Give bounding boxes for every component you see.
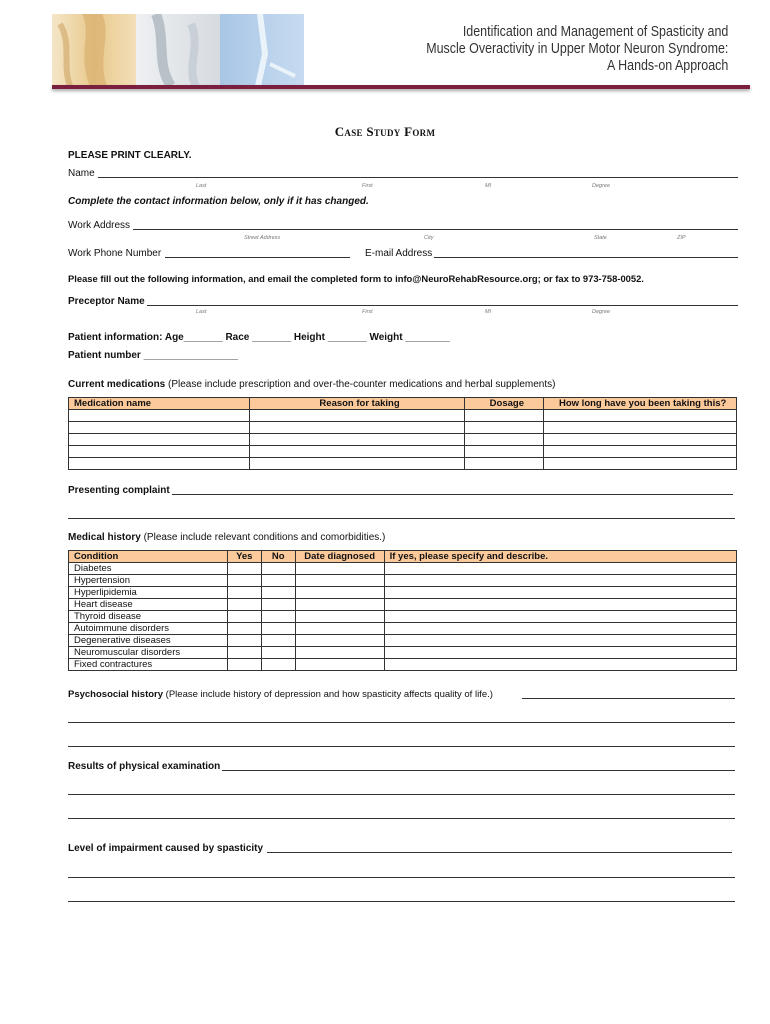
anatomy-strip-2 <box>136 14 220 86</box>
history-header-date: Date diagnosed <box>295 551 384 563</box>
condition-degenerative: Degenerative diseases <box>69 635 228 647</box>
anatomy-strip-1 <box>52 14 136 86</box>
name-sub-mi: MI <box>485 183 492 189</box>
medical-history-label: Medical history <box>68 532 141 543</box>
describe-cell[interactable] <box>384 587 736 599</box>
form-title: Case Study Form <box>334 124 436 139</box>
condition-hyperlipidemia: Hyperlipidemia <box>69 587 228 599</box>
medical-history-heading <box>68 532 385 543</box>
table-row <box>69 446 737 458</box>
table-row <box>69 647 737 659</box>
date-diagnosed-cell[interactable] <box>295 611 384 623</box>
psychosocial-label: Psychosocial history <box>68 689 164 700</box>
table-cell[interactable] <box>465 410 544 422</box>
date-diagnosed-cell[interactable] <box>295 575 384 587</box>
no-checkbox[interactable] <box>261 575 295 587</box>
physical-exam-field-3[interactable] <box>68 818 735 819</box>
date-diagnosed-cell[interactable] <box>295 647 384 659</box>
table-row <box>69 599 737 611</box>
name-field[interactable] <box>98 177 738 178</box>
physical-exam-field[interactable] <box>222 770 735 771</box>
condition-neuromuscular: Neuromuscular disorders <box>69 647 228 659</box>
table-cell[interactable] <box>544 422 737 434</box>
table-cell[interactable] <box>465 422 544 434</box>
work-address-label: Work Address <box>68 220 131 231</box>
current-meds-label: Current medications <box>68 379 166 390</box>
impairment-field-3[interactable] <box>68 901 735 902</box>
header-rule <box>52 85 750 89</box>
describe-cell[interactable] <box>384 611 736 623</box>
yes-checkbox[interactable] <box>227 599 261 611</box>
instructions: Please fill out the following information, and email the completed form to info@NeuroRehabResource.org; or fax to 973-758-0052. <box>68 273 644 284</box>
psychosocial-heading <box>68 689 493 700</box>
name-sub-degree: Degree <box>592 183 611 189</box>
condition-heart-disease: Heart disease <box>69 599 228 611</box>
name-sub-last: Last <box>196 183 207 189</box>
current-meds-heading <box>68 379 555 390</box>
name-label: Name <box>68 168 95 179</box>
presenting-complaint-label: Presenting complaint <box>68 485 170 496</box>
table-row <box>69 611 737 623</box>
condition-fixed-contractures: Fixed contractures <box>69 659 228 671</box>
presenting-complaint-field-2[interactable] <box>68 518 735 519</box>
email-label: E-mail Address <box>365 248 433 259</box>
address-sub-street: Street Address <box>244 235 281 241</box>
psychosocial-field-3[interactable] <box>68 746 735 747</box>
history-header-yes: Yes <box>227 551 261 563</box>
history-header-row <box>69 551 737 563</box>
table-cell[interactable] <box>249 422 465 434</box>
no-checkbox[interactable] <box>261 659 295 671</box>
psychosocial-note: (Please include history of depression and how spasticity affects quality of life.) <box>163 689 493 700</box>
table-cell[interactable] <box>544 446 737 458</box>
med-header-dosage: Dosage <box>465 398 544 410</box>
header-title-line-3: A Hands-on Approach <box>606 58 728 74</box>
name-sub-first: First <box>362 183 373 189</box>
table-cell[interactable] <box>69 434 250 446</box>
date-diagnosed-cell[interactable] <box>295 659 384 671</box>
address-sub-zip: ZIP <box>677 235 686 241</box>
med-header-duration: How long have you been taking this? <box>544 398 737 410</box>
arm-anatomy-icon <box>136 14 220 86</box>
table-row <box>69 434 737 446</box>
table-cell[interactable] <box>544 458 737 470</box>
yes-checkbox[interactable] <box>227 575 261 587</box>
yes-checkbox[interactable] <box>227 635 261 647</box>
describe-cell[interactable] <box>384 563 736 575</box>
header-title-line-2: Muscle Overactivity in Upper Motor Neuron Syndrome: <box>425 41 728 57</box>
current-meds-note: (Please include prescription and over-the-counter medications and herbal supplements) <box>165 379 556 390</box>
work-address-field[interactable] <box>133 229 738 230</box>
table-row <box>69 575 737 587</box>
no-checkbox[interactable] <box>261 623 295 635</box>
describe-cell[interactable] <box>384 623 736 635</box>
header-title <box>426 24 728 75</box>
work-phone-field[interactable] <box>165 257 350 258</box>
table-cell[interactable] <box>465 434 544 446</box>
yes-checkbox[interactable] <box>227 623 261 635</box>
table-cell[interactable] <box>249 446 465 458</box>
psychosocial-field[interactable] <box>522 698 735 699</box>
table-cell[interactable] <box>249 458 465 470</box>
patient-number-line[interactable]: Patient number _________________ <box>68 350 239 361</box>
describe-cell[interactable] <box>384 635 736 647</box>
patient-info-line[interactable]: Patient information: Age_______ Race _______ Height _______ Weight ________ <box>68 332 450 343</box>
yes-checkbox[interactable] <box>227 659 261 671</box>
yes-checkbox[interactable] <box>227 587 261 599</box>
date-diagnosed-cell[interactable] <box>295 599 384 611</box>
medical-history-note: (Please include relevant conditions and comorbidities.) <box>140 532 386 543</box>
table-row <box>69 623 737 635</box>
date-diagnosed-cell[interactable] <box>295 623 384 635</box>
skeleton-anatomy-icon <box>220 14 304 86</box>
table-row <box>69 422 737 434</box>
medical-history-table <box>68 550 737 671</box>
yes-checkbox[interactable] <box>227 611 261 623</box>
no-checkbox[interactable] <box>261 599 295 611</box>
work-phone-label: Work Phone Number <box>68 248 162 259</box>
preceptor-sub-mi: MI <box>485 309 492 315</box>
history-header-condition: Condition <box>69 551 228 563</box>
preceptor-sub-last: Last <box>196 309 207 315</box>
table-cell[interactable] <box>69 458 250 470</box>
email-field[interactable] <box>434 257 738 258</box>
impairment-label: Level of impairment caused by spasticity <box>68 843 264 854</box>
date-diagnosed-cell[interactable] <box>295 635 384 647</box>
history-header-no: No <box>261 551 295 563</box>
describe-cell[interactable] <box>384 659 736 671</box>
address-sub-city: City <box>424 235 434 241</box>
no-checkbox[interactable] <box>261 611 295 623</box>
yes-checkbox[interactable] <box>227 563 261 575</box>
medications-header-row <box>69 398 737 410</box>
describe-cell[interactable] <box>384 575 736 587</box>
yes-checkbox[interactable] <box>227 647 261 659</box>
table-row <box>69 563 737 575</box>
header-title-line-1: Identification and Management of Spasticity and <box>462 24 728 40</box>
table-row <box>69 659 737 671</box>
describe-cell[interactable] <box>384 647 736 659</box>
physical-exam-label: Results of physical examination <box>68 761 221 772</box>
no-checkbox[interactable] <box>261 587 295 599</box>
date-diagnosed-cell[interactable] <box>295 587 384 599</box>
med-header-name: Medication name <box>69 398 250 410</box>
impairment-field-2[interactable] <box>68 877 735 878</box>
table-cell[interactable] <box>69 422 250 434</box>
table-cell[interactable] <box>544 410 737 422</box>
table-row <box>69 635 737 647</box>
table-cell[interactable] <box>465 446 544 458</box>
table-cell[interactable] <box>465 458 544 470</box>
table-row <box>69 587 737 599</box>
table-cell[interactable] <box>249 434 465 446</box>
table-cell[interactable] <box>544 434 737 446</box>
condition-autoimmune: Autoimmune disorders <box>69 623 228 635</box>
leg-anatomy-icon <box>52 14 136 86</box>
table-row <box>69 458 737 470</box>
presenting-complaint-field[interactable] <box>172 494 733 495</box>
condition-hypertension: Hypertension <box>69 575 228 587</box>
condition-thyroid-disease: Thyroid disease <box>69 611 228 623</box>
medications-table <box>68 397 737 470</box>
med-header-reason: Reason for taking <box>249 398 465 410</box>
header-banner-image <box>52 14 304 86</box>
no-checkbox[interactable] <box>261 635 295 647</box>
table-cell[interactable] <box>69 446 250 458</box>
preceptor-sub-degree: Degree <box>592 309 611 315</box>
anatomy-strip-3 <box>220 14 304 86</box>
date-diagnosed-cell[interactable] <box>295 563 384 575</box>
preceptor-sub-first: First <box>362 309 373 315</box>
psychosocial-field-2[interactable] <box>68 722 735 723</box>
table-row <box>69 410 737 422</box>
no-checkbox[interactable] <box>261 647 295 659</box>
print-clearly-note: PLEASE PRINT CLEARLY. <box>68 150 192 161</box>
table-cell[interactable] <box>249 410 465 422</box>
condition-diabetes: Diabetes <box>69 563 228 575</box>
table-cell[interactable] <box>69 410 250 422</box>
contact-note: Complete the contact information below, only if it has changed. <box>68 196 369 207</box>
physical-exam-field-2[interactable] <box>68 794 735 795</box>
preceptor-field[interactable] <box>147 305 738 306</box>
no-checkbox[interactable] <box>261 563 295 575</box>
impairment-field[interactable] <box>267 852 732 853</box>
describe-cell[interactable] <box>384 599 736 611</box>
history-header-describe: If yes, please specify and describe. <box>384 551 736 563</box>
preceptor-label: Preceptor Name <box>68 296 145 307</box>
address-sub-state: State <box>594 235 607 241</box>
